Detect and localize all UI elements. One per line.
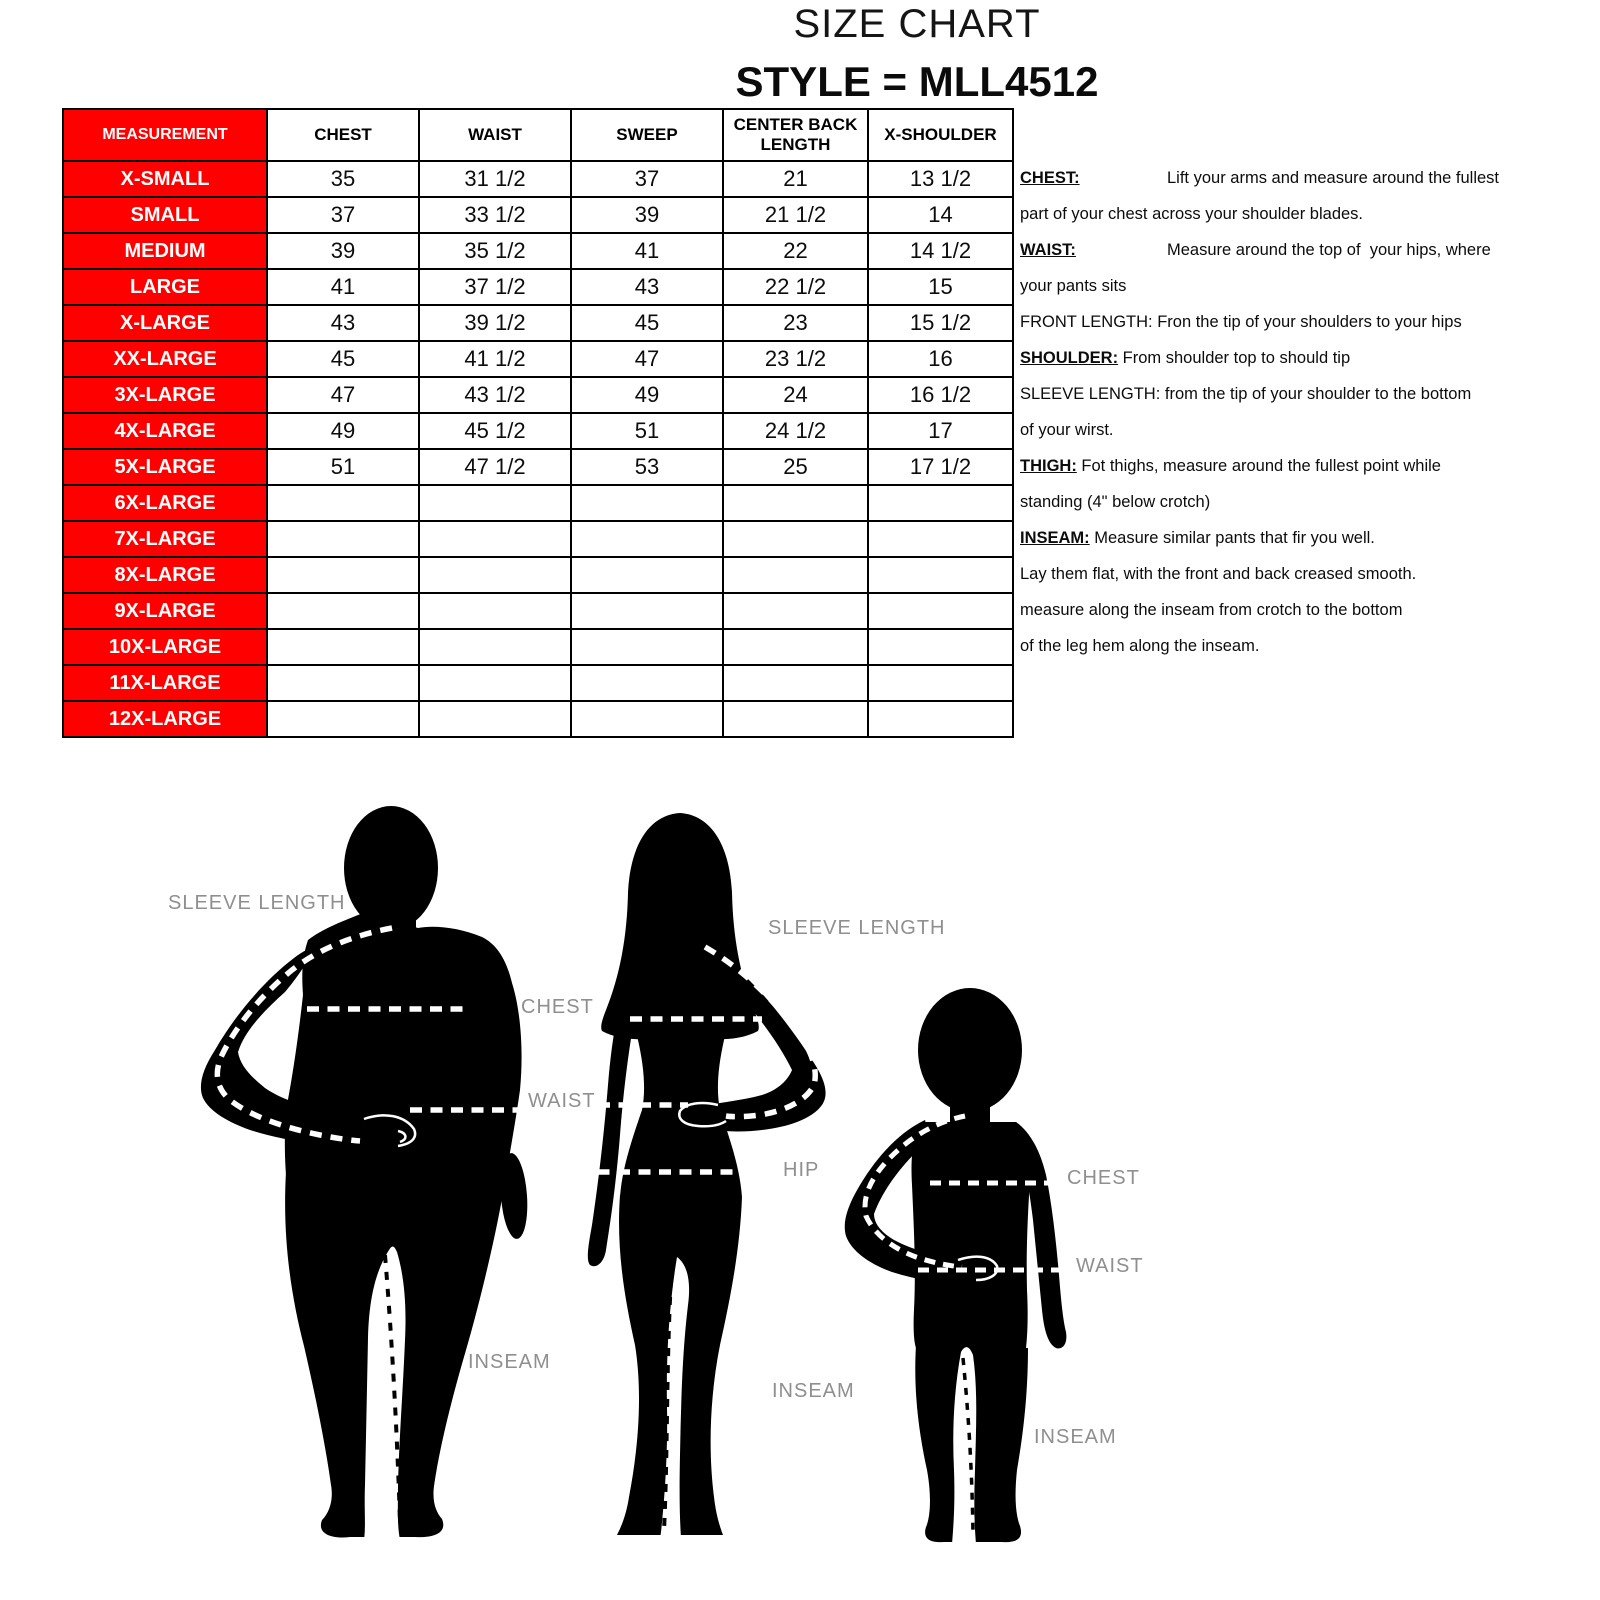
instruction-text: your pants sits xyxy=(1020,277,1127,295)
instruction-line xyxy=(1020,268,1565,304)
header-sweep: SWEEP xyxy=(571,109,723,161)
chest-value-cell: 43 xyxy=(267,305,419,341)
size-cell: 12X-LARGE xyxy=(63,701,267,737)
chest-value-cell xyxy=(267,485,419,521)
waist-value-cell xyxy=(419,557,571,593)
sweep-value-cell: 43 xyxy=(571,269,723,305)
waist-value-cell xyxy=(419,629,571,665)
x-shoulder-value-cell: 16 xyxy=(868,341,1013,377)
instruction-line xyxy=(1020,592,1565,628)
instruction-text: measure along the inseam from crotch to the bottom xyxy=(1020,601,1403,619)
center-back-length-value-cell xyxy=(723,701,868,737)
table-row xyxy=(63,269,1013,305)
waist-value-cell xyxy=(419,665,571,701)
sweep-value-cell xyxy=(571,521,723,557)
center-back-length-value-cell xyxy=(723,557,868,593)
table-row xyxy=(63,701,1013,737)
size-cell: 11X-LARGE xyxy=(63,665,267,701)
x-shoulder-value-cell xyxy=(868,521,1013,557)
instruction-line xyxy=(1020,304,1565,340)
instruction-keyword: INSEAM: xyxy=(1020,529,1090,547)
x-shoulder-value-cell xyxy=(868,665,1013,701)
size-cell: MEDIUM xyxy=(63,233,267,269)
child-silhouette xyxy=(830,970,1090,1545)
instruction-line xyxy=(1020,376,1565,412)
measurement-instructions xyxy=(1020,160,1565,664)
child-chest-label: CHEST xyxy=(1067,1167,1140,1189)
instruction-text: FRONT LENGTH: Fron the tip of your shoulders to your hips xyxy=(1020,313,1462,331)
instruction-text: part of your chest across your shoulder blades. xyxy=(1020,205,1364,223)
size-cell: 9X-LARGE xyxy=(63,593,267,629)
woman-torso xyxy=(620,963,742,1197)
table-row xyxy=(63,665,1013,701)
sweep-value-cell: 51 xyxy=(571,413,723,449)
table-row xyxy=(63,449,1013,485)
woman-hip-label: HIP xyxy=(783,1159,820,1181)
table-row xyxy=(63,197,1013,233)
child-inseam-label: INSEAM xyxy=(1034,1426,1117,1448)
man-sleeve-length-label: SLEEVE LENGTH xyxy=(168,892,346,914)
waist-value-cell: 37 1/2 xyxy=(419,269,571,305)
x-shoulder-value-cell: 15 xyxy=(868,269,1013,305)
waist-value-cell xyxy=(419,485,571,521)
woman-inseam-label: INSEAM xyxy=(772,1380,855,1402)
x-shoulder-value-cell xyxy=(868,593,1013,629)
size-cell: 7X-LARGE xyxy=(63,521,267,557)
header-chest: CHEST xyxy=(267,109,419,161)
size-cell: X-LARGE xyxy=(63,305,267,341)
instruction-keyword: SHOULDER: xyxy=(1020,349,1119,367)
size-cell: 3X-LARGE xyxy=(63,377,267,413)
chest-value-cell xyxy=(267,629,419,665)
instruction-line xyxy=(1020,628,1565,664)
center-back-length-value-cell: 21 xyxy=(723,161,868,197)
center-back-length-value-cell xyxy=(723,593,868,629)
table-row xyxy=(63,629,1013,665)
child-waist-label: WAIST xyxy=(1076,1255,1144,1277)
chest-value-cell: 51 xyxy=(267,449,419,485)
instruction-text: SLEEVE LENGTH: from the tip of your shoulder to the bottom xyxy=(1020,385,1472,403)
center-back-length-value-cell: 22 1/2 xyxy=(723,269,868,305)
waist-value-cell: 43 1/2 xyxy=(419,377,571,413)
sweep-value-cell xyxy=(571,701,723,737)
sweep-value-cell xyxy=(571,593,723,629)
instruction-text: Lay them flat, with the front and back creased smooth. xyxy=(1020,565,1417,583)
table-row xyxy=(63,521,1013,557)
table-row xyxy=(63,341,1013,377)
x-shoulder-value-cell xyxy=(868,629,1013,665)
instruction-line xyxy=(1020,160,1565,196)
chest-value-cell: 49 xyxy=(267,413,419,449)
chest-value-cell: 37 xyxy=(267,197,419,233)
sweep-value-cell xyxy=(571,665,723,701)
instruction-line xyxy=(1020,484,1565,520)
x-shoulder-value-cell xyxy=(868,701,1013,737)
size-cell: X-SMALL xyxy=(63,161,267,197)
center-back-length-value-cell xyxy=(723,521,868,557)
table-row xyxy=(63,485,1013,521)
chest-value-cell: 35 xyxy=(267,161,419,197)
sweep-value-cell xyxy=(571,557,723,593)
instruction-text: Measure around the top of your hips, where xyxy=(1167,241,1491,259)
instruction-line xyxy=(1020,412,1565,448)
x-shoulder-value-cell xyxy=(868,557,1013,593)
sweep-value-cell: 49 xyxy=(571,377,723,413)
chest-value-cell xyxy=(267,701,419,737)
chest-value-cell: 45 xyxy=(267,341,419,377)
center-back-length-value-cell: 24 xyxy=(723,377,868,413)
sweep-value-cell: 53 xyxy=(571,449,723,485)
x-shoulder-value-cell: 17 xyxy=(868,413,1013,449)
instruction-text: standing (4" below crotch) xyxy=(1020,493,1211,511)
chest-value-cell: 41 xyxy=(267,269,419,305)
instruction-keyword: THIGH: xyxy=(1020,457,1077,475)
instruction-text: Lift your arms and measure around the fullest xyxy=(1167,169,1500,187)
size-cell: 10X-LARGE xyxy=(63,629,267,665)
header-center-back-length: CENTER BACK LENGTH xyxy=(723,109,868,161)
instruction-keyword: WAIST: xyxy=(1020,241,1076,259)
header-waist: WAIST xyxy=(419,109,571,161)
table-row xyxy=(63,305,1013,341)
size-cell: 5X-LARGE xyxy=(63,449,267,485)
center-back-length-value-cell: 23 1/2 xyxy=(723,341,868,377)
x-shoulder-value-cell: 16 1/2 xyxy=(868,377,1013,413)
center-back-length-value-cell: 22 xyxy=(723,233,868,269)
instruction-text: Measure similar pants that fir you well. xyxy=(1089,529,1375,547)
child-neck xyxy=(950,1094,990,1126)
x-shoulder-value-cell: 15 1/2 xyxy=(868,305,1013,341)
chest-value-cell: 47 xyxy=(267,377,419,413)
center-back-length-value-cell: 25 xyxy=(723,449,868,485)
woman-sleeve-length-label: SLEEVE LENGTH xyxy=(768,917,946,939)
chest-value-cell xyxy=(267,593,419,629)
instruction-text: of your wirst. xyxy=(1020,421,1114,439)
waist-value-cell: 33 1/2 xyxy=(419,197,571,233)
sweep-value-cell: 47 xyxy=(571,341,723,377)
waist-value-cell: 45 1/2 xyxy=(419,413,571,449)
size-cell: LARGE xyxy=(63,269,267,305)
chest-value-cell xyxy=(267,665,419,701)
size-cell: XX-LARGE xyxy=(63,341,267,377)
table-row xyxy=(63,233,1013,269)
waist-value-cell: 47 1/2 xyxy=(419,449,571,485)
chest-value-cell: 39 xyxy=(267,233,419,269)
center-back-length-value-cell xyxy=(723,665,868,701)
chest-value-cell xyxy=(267,557,419,593)
center-back-length-value-cell: 21 1/2 xyxy=(723,197,868,233)
x-shoulder-value-cell: 14 xyxy=(868,197,1013,233)
waist-value-cell xyxy=(419,701,571,737)
table-header-row xyxy=(63,109,1013,161)
sweep-value-cell: 45 xyxy=(571,305,723,341)
size-table xyxy=(62,108,1014,738)
instruction-line xyxy=(1020,448,1565,484)
instruction-line xyxy=(1020,232,1565,268)
center-back-length-value-cell: 24 1/2 xyxy=(723,413,868,449)
style-title: STYLE = MLL4512 xyxy=(735,58,1099,105)
chest-value-cell xyxy=(267,521,419,557)
x-shoulder-value-cell xyxy=(868,485,1013,521)
waist-value-cell xyxy=(419,521,571,557)
table-row xyxy=(63,161,1013,197)
sweep-value-cell xyxy=(571,629,723,665)
child-torso xyxy=(912,1122,1031,1348)
page-title: SIZE CHART xyxy=(793,2,1041,46)
size-cell: 6X-LARGE xyxy=(63,485,267,521)
waist-value-cell: 31 1/2 xyxy=(419,161,571,197)
waist-value-cell: 41 1/2 xyxy=(419,341,571,377)
sweep-value-cell: 37 xyxy=(571,161,723,197)
x-shoulder-value-cell: 14 1/2 xyxy=(868,233,1013,269)
table-row xyxy=(63,377,1013,413)
waist-value-cell: 39 1/2 xyxy=(419,305,571,341)
center-back-length-value-cell: 23 xyxy=(723,305,868,341)
sweep-value-cell: 39 xyxy=(571,197,723,233)
center-back-length-value-cell xyxy=(723,485,868,521)
man-inseam-label: INSEAM xyxy=(468,1351,551,1373)
instruction-line xyxy=(1020,556,1565,592)
size-cell: 4X-LARGE xyxy=(63,413,267,449)
header-measurement: MEASUREMENT xyxy=(63,109,267,161)
x-shoulder-value-cell: 17 1/2 xyxy=(868,449,1013,485)
instruction-line xyxy=(1020,196,1565,232)
instruction-line xyxy=(1020,520,1565,556)
table-row xyxy=(63,413,1013,449)
sweep-value-cell: 41 xyxy=(571,233,723,269)
waist-value-cell: 35 1/2 xyxy=(419,233,571,269)
instruction-line xyxy=(1020,340,1565,376)
table-row xyxy=(63,593,1013,629)
man-chest-label: CHEST xyxy=(521,996,594,1018)
size-cell: 8X-LARGE xyxy=(63,557,267,593)
instruction-text: of the leg hem along the inseam. xyxy=(1020,637,1260,655)
instruction-text: Fot thighs, measure around the fullest point while xyxy=(1076,457,1441,475)
man-waist-label: WAIST xyxy=(528,1090,596,1112)
instruction-keyword: CHEST: xyxy=(1020,169,1080,187)
size-cell: SMALL xyxy=(63,197,267,233)
header-x-shoulder: X-SHOULDER xyxy=(868,109,1013,161)
x-shoulder-value-cell: 13 1/2 xyxy=(868,161,1013,197)
waist-value-cell xyxy=(419,593,571,629)
table-row xyxy=(63,557,1013,593)
instruction-text: From shoulder top to should tip xyxy=(1118,349,1351,367)
center-back-length-value-cell xyxy=(723,629,868,665)
sweep-value-cell xyxy=(571,485,723,521)
child-head xyxy=(918,988,1022,1112)
